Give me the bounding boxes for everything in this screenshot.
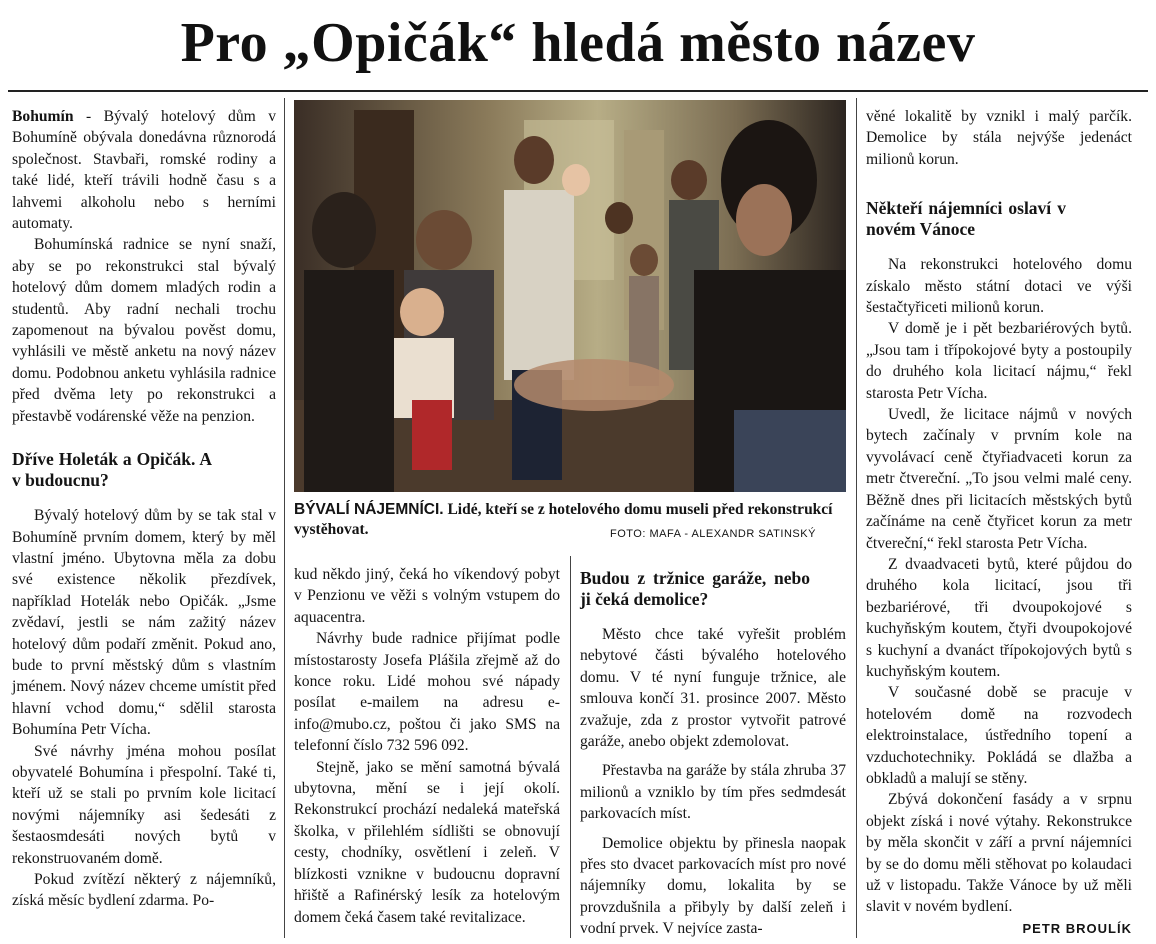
- paragraph: Z dvaadvaceti bytů, které půjdou do druhého kola licitací, jsou tři bezbariérové, tři dvoupokojové s kuchyňským koutem, čtyři dvoupokojové s kuchyní a dvanáct třípokojových bytů s kuchyňským koutem.: [866, 555, 1132, 680]
- caption-lead: BÝVALÍ NÁJEMNÍCI.: [294, 501, 444, 518]
- email-link[interactable]: e-info@mubo.cz: [294, 694, 560, 733]
- subheading: Budou z tržnice garáže, nebo ji čeká demolice?: [580, 568, 810, 609]
- paragraph: Návrhy bude radnice přijímat podle místostarosty Josefa Plášila zřejmě až do konce roku. Lidé mohou své nápady posílat e-mailem na adresu e-info@mubo.cz, poštou či jako SMS na telefonní číslo 732 596 092.: [294, 630, 560, 755]
- paragraph: V domě je i pět bezbariérových bytů. „Jsou tam i třípokojové byty a postoupily do druhého kola licitací nájmu,“ řekl starosta Petr Vícha.: [866, 320, 1132, 402]
- dateline: Bohumín: [12, 108, 74, 125]
- paragraph: Bohumínská radnice se nyní snaží, aby se po rekonstrukci stal bývalý hotelový dům domem mladých rodin a studentů. Aby radní nechali trochu zapomenout na bývalou pověst domu, vyhlásili ve městě anketu na nový název domu. Podobnou anketu vyhlásila radnice před dvěma lety po rekonstrukci a přestavbě vodárenské věže na penzion.: [12, 236, 276, 425]
- paragraph: V současné době se pracuje v hotelovém domě na rozvodech elektroinstalace, ústředního topení a vzduchotechniky. Pokládá se dlažba a obkladů a malují se stěny.: [866, 684, 1132, 787]
- column-4: [866, 106, 1132, 939]
- paragraph: Přestavba na garáže by stála zhruba 37 milionů a vzniklo by tím přes sedmdesát parkovacích míst.: [580, 762, 846, 823]
- caption-text: Lidé, kteří se z hotelového domu museli před rekonstrukcí vystěhovat.: [294, 501, 833, 538]
- headline: Pro „Opičák“ hledá město název: [180, 12, 976, 74]
- photo-of-former-tenants: [294, 100, 846, 492]
- column-1: [12, 106, 276, 912]
- column-2: [294, 564, 560, 928]
- paragraph: Na rekonstrukci hotelového domu získalo město státní dotaci ve výši šestačtyřiceti milionů korun.: [866, 256, 1132, 317]
- column-divider: [856, 98, 857, 938]
- paragraph: Stejně, jako se mění samotná bývalá ubytovna, mění se i její okolí. Rekonstrukcí prochází nedaleká mateřská školka, v přilehlém sídlišti se obnovují cesty, chodníky, osvětlení i zeleň. V blízkosti vznikne v budoucnu dopravní hřiště a Rafinérský lesík za hotelovým domem čeká časem také revitalizace.: [294, 758, 560, 926]
- paragraph: Zbývá dokončení fasády a v srpnu objekt získá i nové výtahy. Rekonstrukce by měla skončit v září a první nájemníci by se do domu měli stěhovat po kolaudaci už v listopadu. Takže Vánoce by už měli slavit v novém bydlení. PETR BROULÍK: [866, 789, 1132, 917]
- paragraph: věné lokalitě by vznikl i malý parčík. Demolice by stála nejvýše jedenáct milionů korun.: [866, 108, 1132, 168]
- column-divider: [284, 98, 285, 938]
- headline-rule: [8, 90, 1148, 92]
- photo-illustration-icon: [294, 100, 846, 492]
- subheading: Dříve Holeták a Opičák. A v budoucnu?: [12, 449, 212, 491]
- paragraph: Demolice objektu by přinesla naopak přes sto dvacet parkovacích míst pro nové nájemníky domu, lokalita by se provzdušnila a přibyly by další zeleň i vodní prvek. V nejvíce zasta-: [580, 834, 846, 938]
- paragraph: kud někdo jiný, čeká ho víkendový pobyt v Penzionu ve věži s volným vstupem do aquacentra.: [294, 566, 560, 626]
- paragraph: Město chce také vyřešit problém nebytové části bývalého hotelového domu. V té nyní funguje tržnice, ale smlouva končí 31. prosince 2007. Město zvažuje, zda z prostor vytvořit patrové garáže, anebo objekt zdemolovat.: [580, 626, 846, 751]
- paragraph: Pokud zvítězí některý z nájemníků, získá měsíc bydlení zdarma. Po-: [12, 871, 276, 910]
- column-divider: [570, 556, 571, 938]
- paragraph: Bývalý hotelový dům by se tak stal v Bohumíně prvním domem, který by měl vlastní jméno. Ubytovna měla za dobu své existence několik přezdívek, například Hotelák nebo Opičák. „Jsme zvědaví, jestli se nám zažitý název hotelový dům podaří změnit. Pokud ano, bude to první městský dům s vlastním jménem. Nový název chceme umístit před hlavní vchod domu,“ sdělil starosta Bohumína Petr Vícha.: [12, 507, 276, 739]
- paragraph: Bohumín - Bývalý hotelový dům v Bohumíně obývala donedávna různorodá společnost. Stavbaři, romské rodiny a také lidé, kteří trávili hodně času s a lahvemi alkoholu nebo s herními automaty.: [12, 108, 276, 233]
- paragraph: Uvedl, že licitace nájmů v nových bytech začínaly v prvním kole na vyvolávací ceně čtyřiadvaceti korun za metr čtvereční. „To jsou velmi malé ceny. Běžně dnes při licitacích městských bytů začínáme na ceně čtyřicet korun za metr čtvereční,“ řekl starosta Petr Vícha.: [866, 406, 1132, 552]
- column-3: [580, 568, 846, 940]
- author-byline: PETR BROULÍK: [1022, 920, 1132, 936]
- paragraph: Své návrhy jména mohou posílat obyvatelé Bohumína i přespolní. Také ti, kteří už se stali po prvním kole licitací novými nájemníky asi šedesáti z šestaosmdesáti nových bytů v rekonstruovaném domě.: [12, 742, 276, 867]
- subheading: Někteří nájemníci oslaví v novém Vánoce: [866, 198, 1066, 240]
- photo-credit: FOTO: MAFA - ALEXANDR SATINSKÝ: [610, 528, 816, 540]
